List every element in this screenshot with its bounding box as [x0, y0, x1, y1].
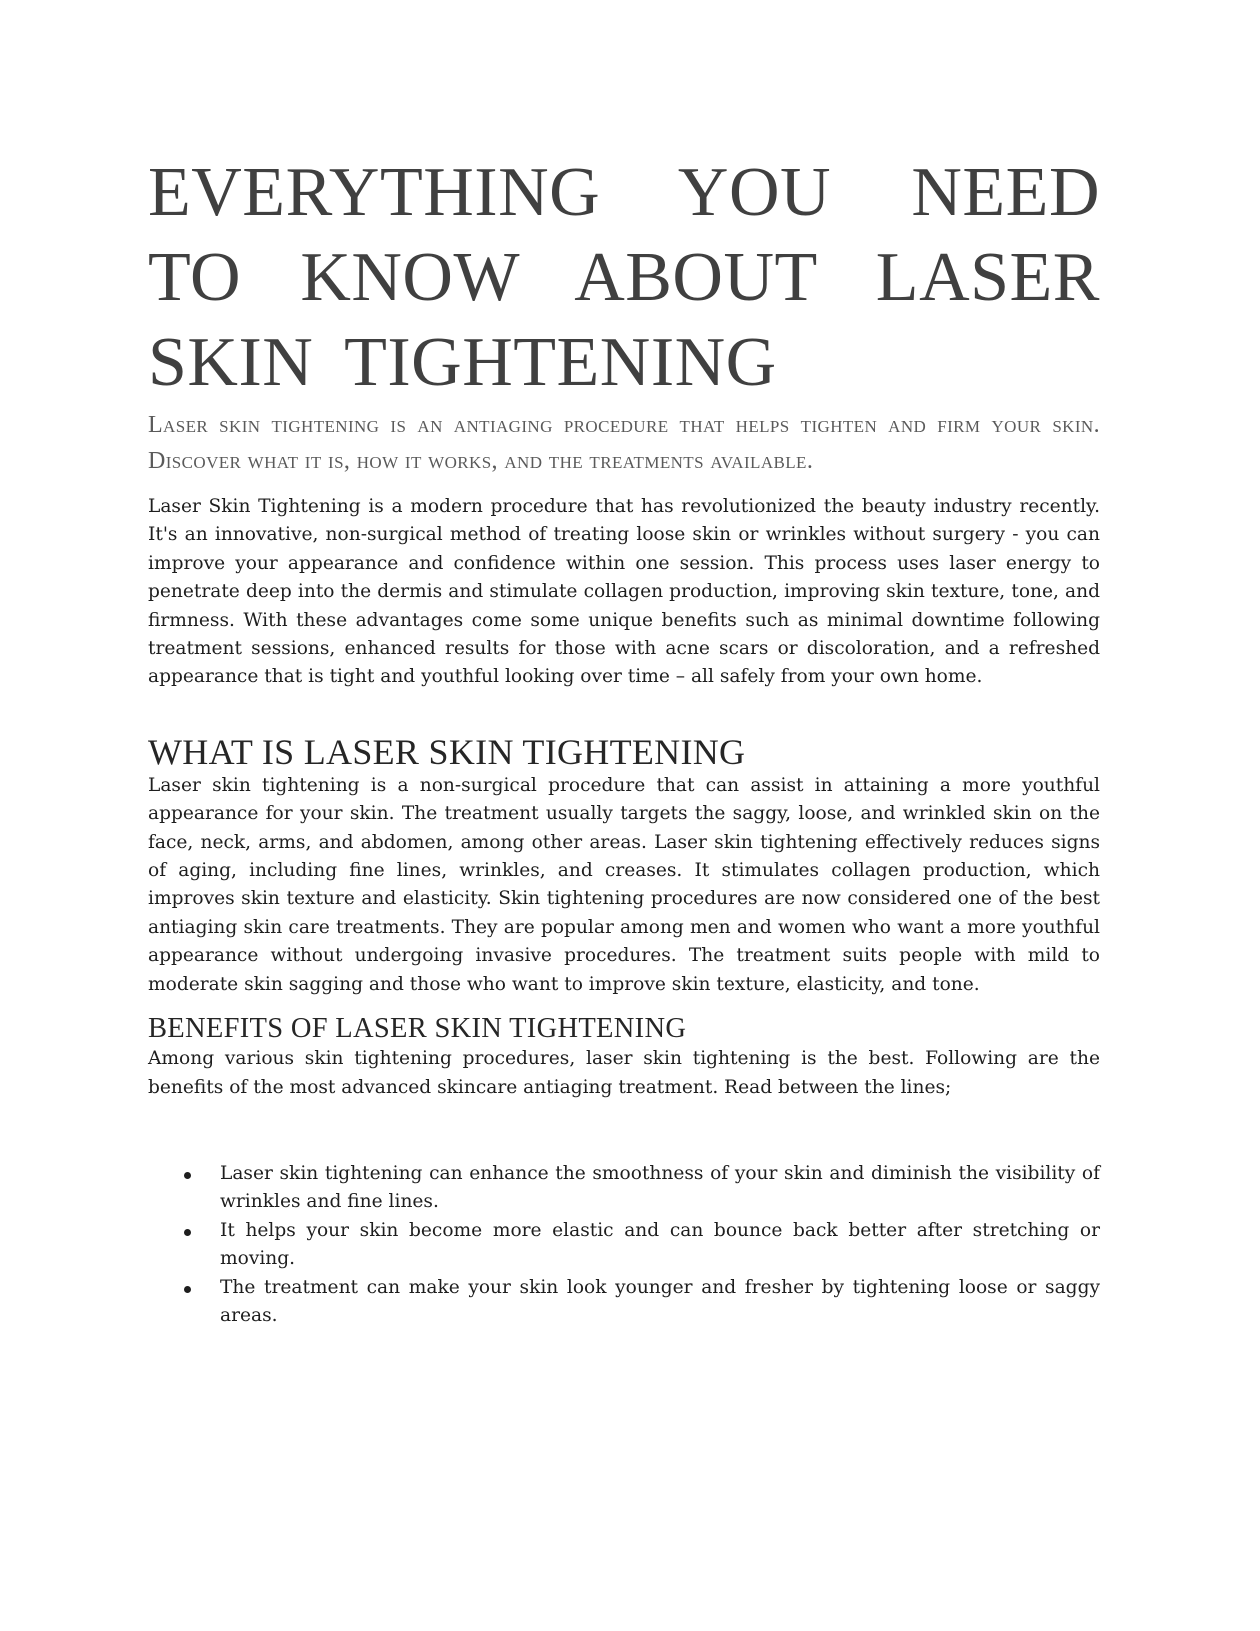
intro-paragraph: Laser Skin Tightening is a modern procedure that has revolutionized the beauty industry recently. It's an innovative, non-surgical method of treating loose skin or wrinkles without surgery - you can improve your appearance and confidence within one session. This process uses laser energy to penetrate deep into the dermis and stimulate collagen production, improving skin texture, tone, and firmness. With these advantages come some unique benefits such as minimal downtime following treatment sessions, enhanced results for those with acne scars or discoloration, and a refreshed appearance that is tight and youthful looking over time – all safely from your own home. — [148, 496, 1100, 688]
list-item-text: Laser skin tightening can enhance the smoothness of your skin and diminish the visibility of wrinkles and fine lines. — [220, 1162, 1100, 1213]
list-item — [148, 1274, 1100, 1331]
section-body-what-is: Laser skin tightening is a non-surgical procedure that can assist in attaining a more youthful appearance for your skin. The treatment usually targets the saggy, loose, and wrinkled skin on the face, neck, arms, and abdomen, among other areas. Laser skin tightening effectively reduces signs of aging, including fine lines, wrinkles, and creases. It stimulates collagen production, which improves skin texture and elasticity. Skin tightening procedures are now considered one of the best antiaging skin care treatments. They are popular among men and women who want a more youthful appearance without undergoing invasive procedures. The treatment suits people with mild to moderate skin sagging and those who want to improve skin texture, elasticity, and tone. — [148, 774, 1100, 995]
bullet-icon — [184, 1286, 191, 1293]
list-item-text: It helps your skin become more elastic and can bounce back better after stretching or moving. — [220, 1219, 1100, 1270]
list-item-text: The treatment can make your skin look younger and fresher by tightening loose or saggy areas. — [220, 1276, 1100, 1326]
bullet-icon — [184, 1229, 191, 1236]
document-title: EVERYTHING YOU NEED TO KNOW ABOUT LASER SKIN TIGHTENING — [148, 154, 1100, 401]
list-item — [148, 1160, 1100, 1217]
bullet-icon — [184, 1172, 191, 1179]
benefits-list — [148, 1160, 1100, 1330]
list-item — [148, 1217, 1100, 1274]
section-heading-benefits: BENEFITS OF LASER SKIN TIGHTENING — [148, 1013, 687, 1045]
document-subtitle: Laser skin tightening is an antiaging procedure that helps tighten and firm your skin. Discover what it is, how it works, and the treatments available. — [148, 412, 1100, 474]
document-page — [148, 150, 1100, 1330]
section-body-benefits: Among various skin tightening procedures, laser skin tightening is the best. Following are the benefits of the most advanced skincare antiaging treatment. Read between the lines; — [148, 1048, 1100, 1098]
section-heading-what-is: WHAT IS LASER SKIN TIGHTENING — [148, 731, 746, 772]
